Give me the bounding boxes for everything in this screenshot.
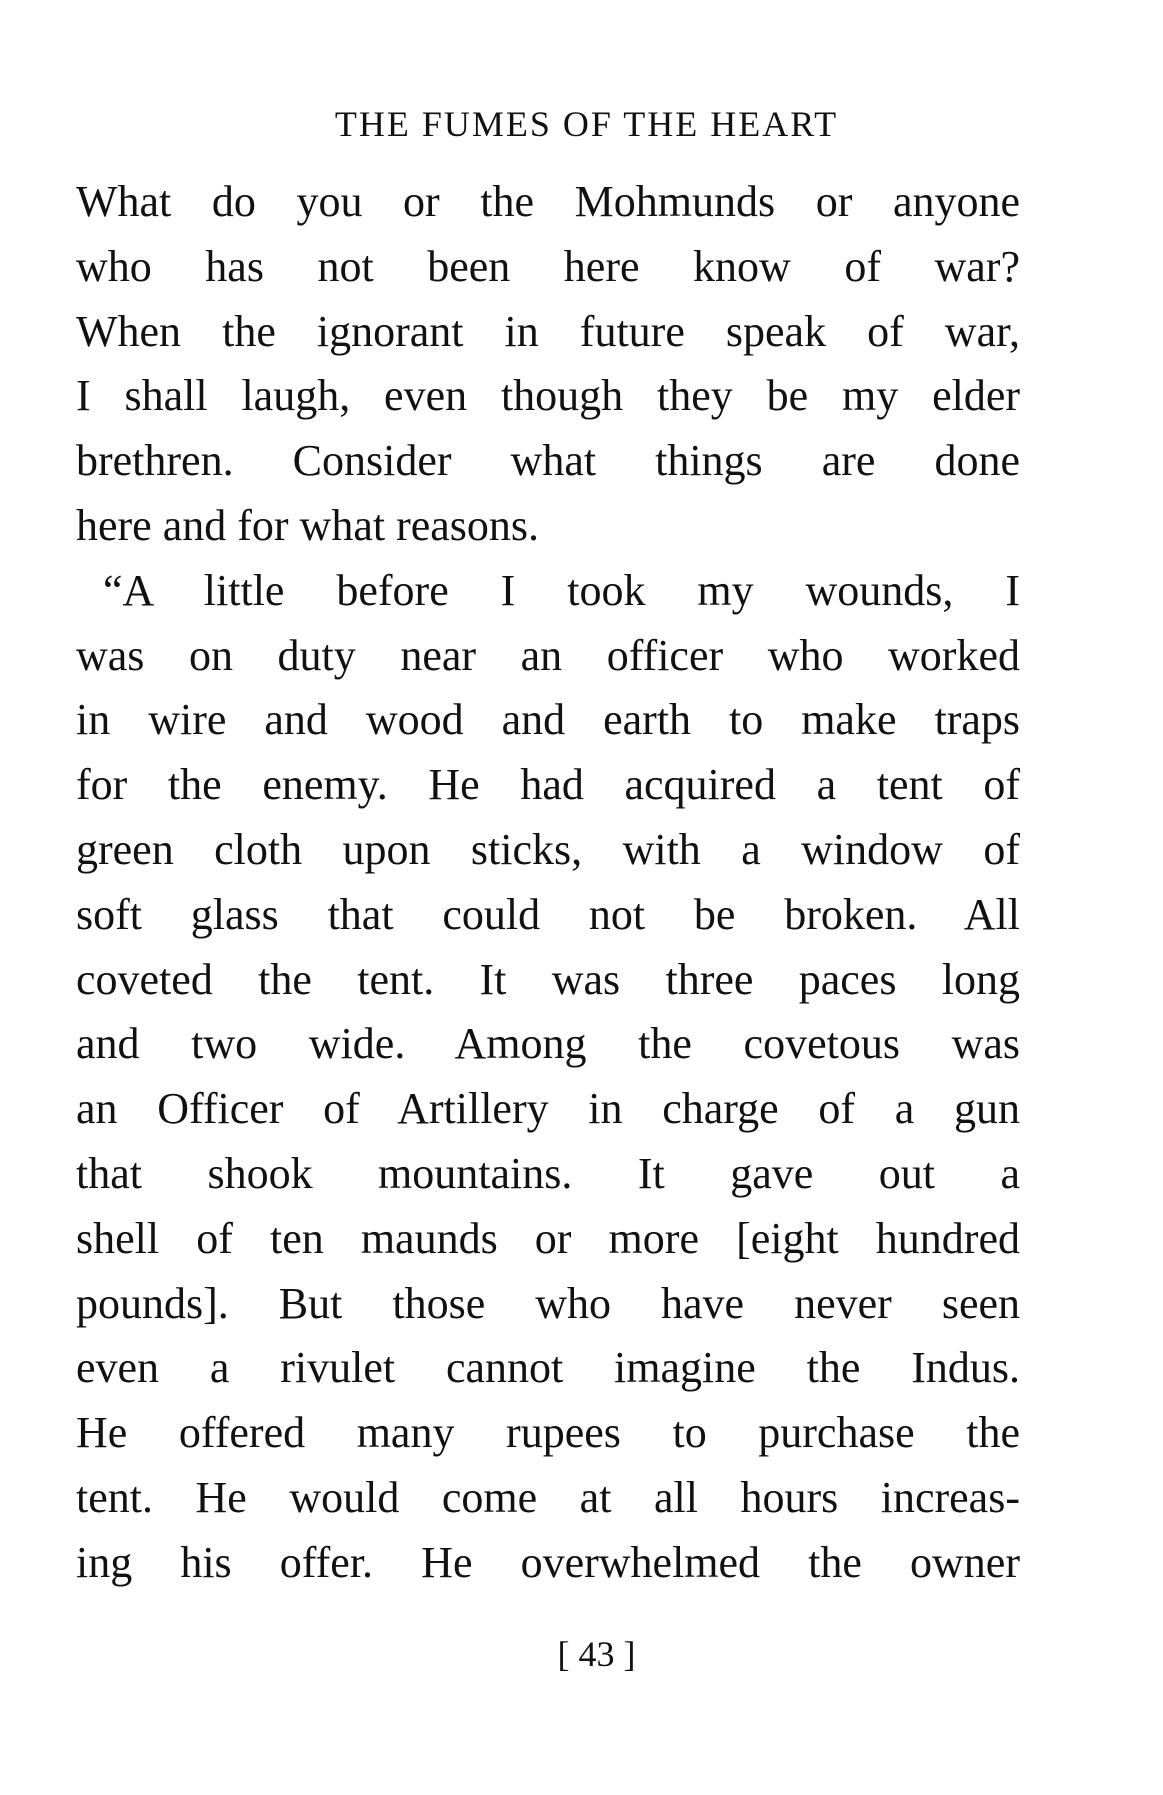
- text-line: here and for what reasons.: [76, 500, 540, 550]
- text-line: an Officer of Artillery in charge of a gun: [76, 1084, 1020, 1134]
- text-line: I shall laugh, even though they be my elder: [76, 371, 1020, 421]
- text-line: When the ignorant in future speak of war,: [76, 306, 1020, 356]
- text-line: What do you or the Mohmunds or anyone: [76, 177, 1020, 226]
- text-line: brethren. Consider what things are done: [76, 436, 1020, 486]
- text-line: “A little before I took my wounds, I: [103, 565, 1020, 615]
- text-line: shell of ten maunds or more [eight hundred: [76, 1213, 1020, 1263]
- text-line: coveted the tent. It was three paces long: [76, 954, 1020, 1004]
- text-line: soft glass that could not be broken. All: [76, 889, 1020, 939]
- running-head: THE FUMES OF THE HEART: [334, 104, 839, 144]
- page-number: [ 43 ]: [557, 1634, 636, 1674]
- text-line: ing his offer. He overwhelmed the owner: [76, 1537, 1020, 1587]
- text-line: tent. He would come at all hours increas-: [76, 1472, 1020, 1522]
- text-line: who has not been here know of war?: [76, 241, 1020, 291]
- text-line: in wire and wood and earth to make traps: [76, 695, 1020, 745]
- text-line: was on duty near an officer who worked: [76, 630, 1020, 680]
- body-text: [76, 170, 1020, 1596]
- text-line: that shook mountains. It gave out a: [76, 1148, 1020, 1198]
- text-line: green cloth upon sticks, with a window of: [76, 824, 1020, 874]
- text-line: He offered many rupees to purchase the: [76, 1408, 1020, 1458]
- text-line: for the enemy. He had acquired a tent of: [76, 760, 1020, 810]
- text-line: pounds]. But those who have never seen: [76, 1278, 1020, 1328]
- text-line: and two wide. Among the covetous was: [76, 1019, 1020, 1069]
- text-line: even a rivulet cannot imagine the Indus.: [76, 1343, 1020, 1393]
